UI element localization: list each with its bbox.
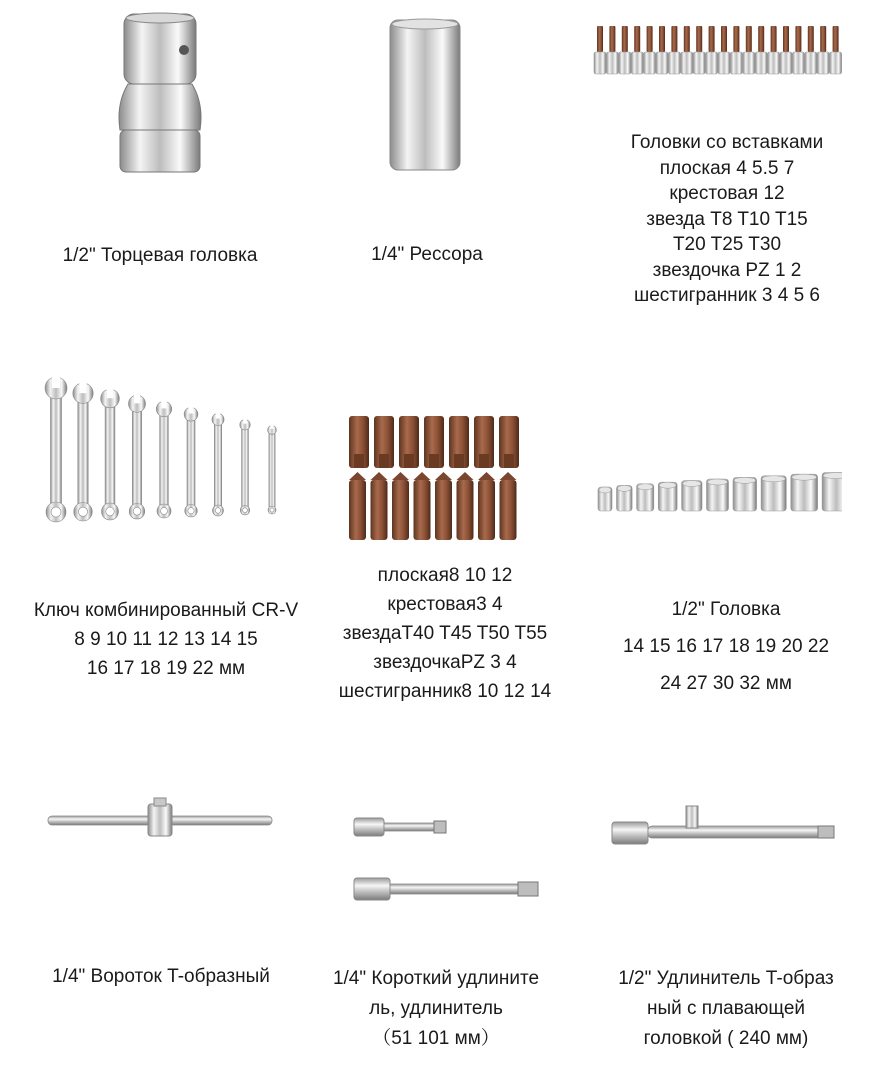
caption-sliding-t-bar [580, 964, 872, 1054]
caption-line: звезда T8 T10 T15 [646, 208, 808, 230]
caption-line: 1/4" Рессора [371, 244, 483, 265]
caption-line: шестигранник8 10 12 14 [338, 681, 552, 702]
socket-adapter-icon [110, 12, 210, 177]
caption-line: 1/2" Удлинитель T-образ [618, 968, 834, 989]
caption-extension-bars [300, 964, 572, 1054]
caption-line: （51 101 мм） [372, 1028, 500, 1049]
caption-line: крестовая3 4 [387, 594, 503, 615]
bit-sockets-icon [592, 22, 848, 78]
extension-bars-icon [350, 812, 550, 912]
caption-line: 16 17 18 19 22 мм [86, 658, 246, 679]
sliding-t-bar-icon [608, 804, 838, 854]
caption-sockets [580, 591, 872, 702]
caption-bits [300, 561, 590, 706]
caption-line: звездаT40 T45 T50 T55 [342, 623, 548, 644]
caption-line: Ключ комбинированный CR-V [33, 600, 299, 621]
caption-line: T20 T25 T30 [672, 234, 782, 255]
caption-line: головкой ( 240 мм) [643, 1028, 809, 1049]
sockets-row-icon [596, 463, 842, 513]
caption-line: 14 15 16 17 18 19 20 22 [622, 636, 830, 657]
caption-line: 24 27 30 32 мм [660, 673, 792, 694]
caption-line: ль, удлинитель [369, 998, 503, 1019]
spring-sleeve-icon [386, 16, 464, 176]
caption-line: звездочка PZ 1 2 [652, 259, 802, 281]
caption-line: крестовая 12 [669, 183, 785, 204]
caption-socket-adapter [0, 243, 320, 268]
caption-line: 1/2" Торцевая головка [62, 245, 258, 266]
caption-line: 1/4" Вороток T-образный [52, 966, 270, 987]
caption-line: 8 9 10 11 12 13 14 15 [74, 629, 258, 650]
caption-bit-sockets [590, 130, 864, 309]
caption-line: 1/2" Головка [671, 599, 781, 620]
caption-line: 1/4" Короткий удлините [332, 968, 540, 989]
bits-icon [345, 410, 525, 545]
caption-line: звездочкаPZ 3 4 [373, 652, 517, 673]
caption-combination-wrenches [0, 596, 332, 683]
caption-line: Головки со вставками [630, 132, 824, 153]
caption-line: ный с плавающей [646, 998, 806, 1019]
caption-line: плоская 4 5.5 7 [659, 157, 795, 179]
caption-t-handle [0, 964, 322, 989]
caption-line: шестигранник 3 4 5 6 [634, 285, 820, 306]
caption-spring-sleeve [292, 242, 562, 267]
t-handle-icon [44, 796, 276, 840]
caption-line: плоская8 10 12 [377, 565, 513, 586]
combination-wrenches-icon [40, 372, 290, 537]
